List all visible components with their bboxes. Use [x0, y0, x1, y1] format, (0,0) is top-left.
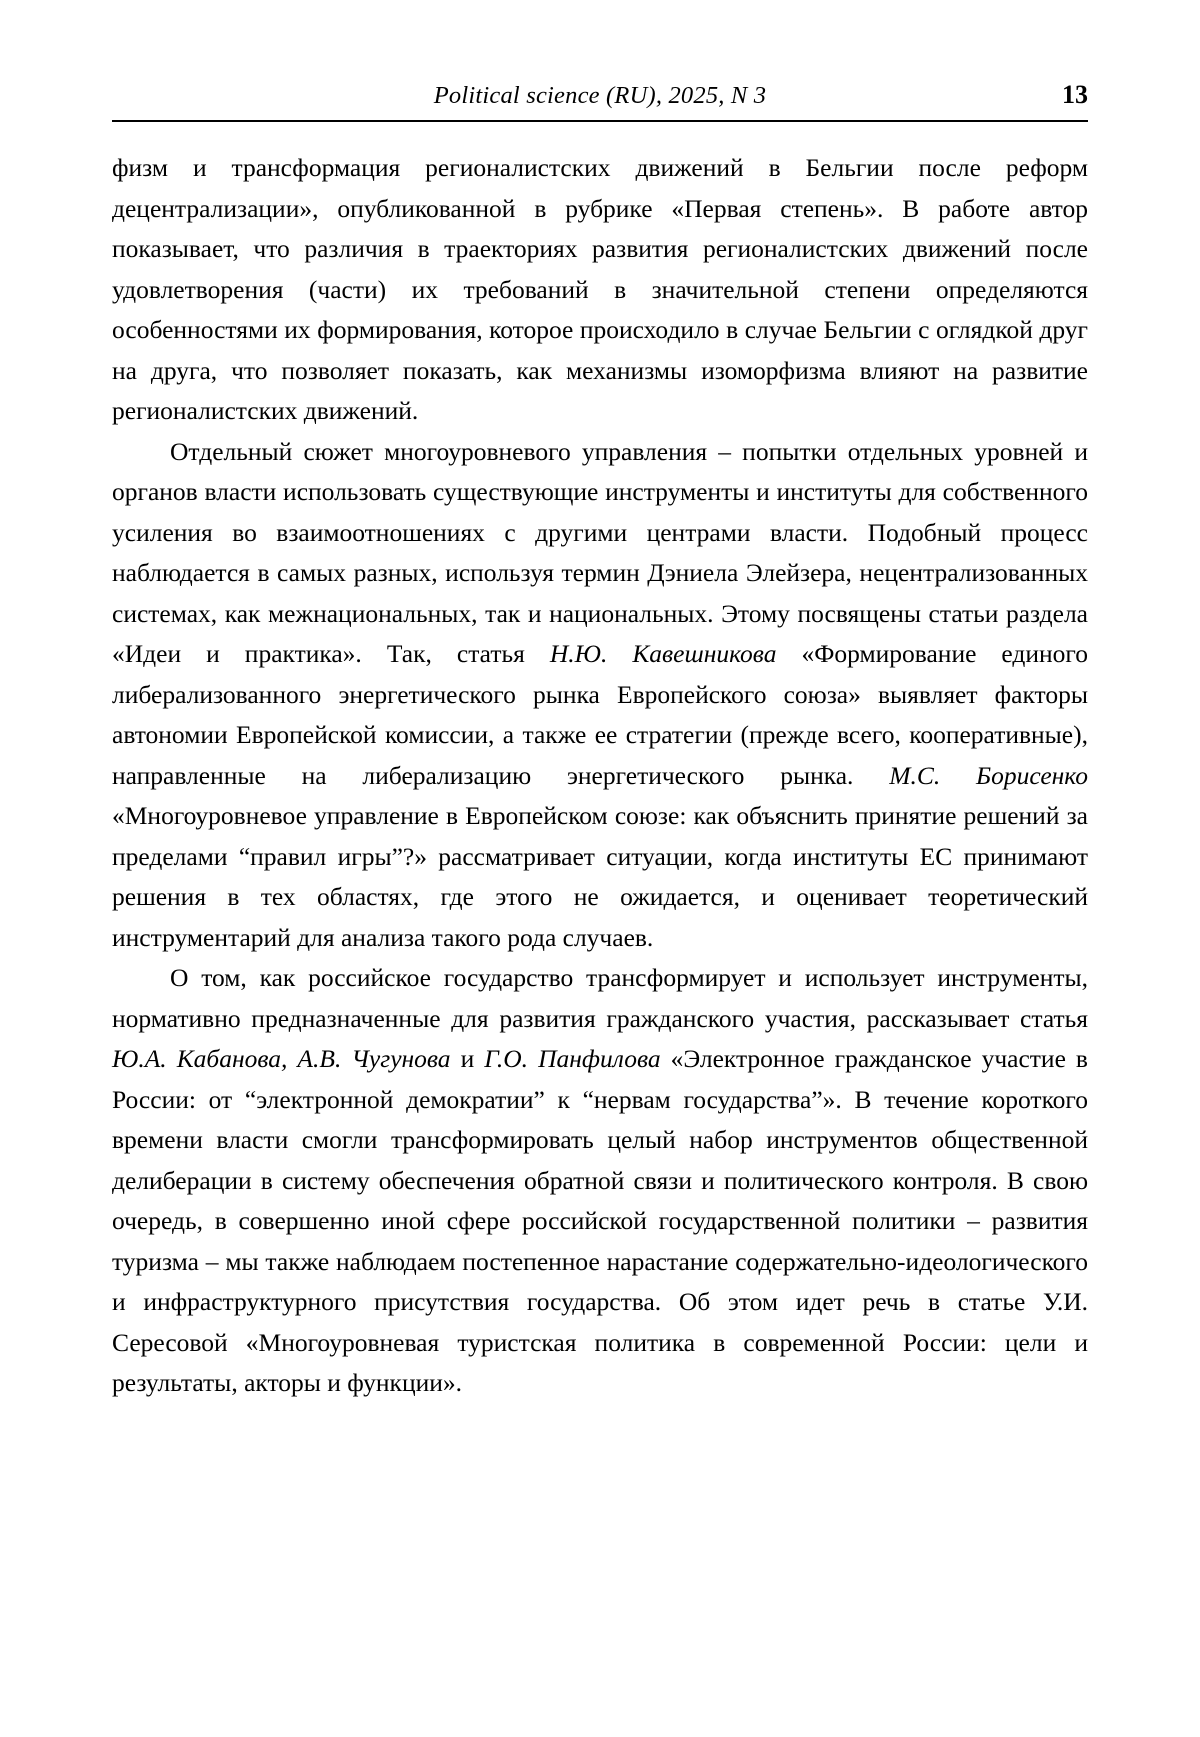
body-text-run: «Многоуровневое управление в Европейском союзе: как объяснить принятие решений за пределами “правил игры”?» рассматривает ситуации, когда институты ЕС принимают решения в тех областях, где этого не ожидается, и оценивает теоретический инструментарий для анализа такого рода случаев. — [112, 760, 1095, 952]
page-number: 13 — [1062, 80, 1088, 109]
paragraph — [112, 148, 1095, 432]
body-text-run: физм и трансформация регионалистских движений в Бельгии после реформ децентрализации» — [112, 153, 1095, 223]
emphasis-text: М.С. Борисенко — [889, 760, 1088, 790]
body-text-run: , опубликованной в рубрике «Первая степень». В работе автор показывает, что различия в траекториях развития регионалистских движений после удовлетворения (части) их требований в значительной степени определяются особенностями их формирования, которое происходило в случае Бельгии с оглядкой друг на друга, что позволяет показать, как механизмы изоморфизма влияют на развитие регионалистских движений. — [112, 193, 1095, 425]
paragraph — [112, 432, 1095, 959]
body-text-run: «Электронное гражданское участие в России: от “электронной демократии” к “нервам государства”». В течение короткого времени власти смогли трансформировать целый набор инструментов общественной делиберации в систему обеспечения обратной связи и политического контроля. В свою очередь, в совершенно иной сфере российской государственной политики – развития туризма – мы также наблюдаем постепенное нарастание содержательно-идеологического и инфраструктурного присутствия государства. Об этом идет речь в статье У.И. Сересовой «Многоуровневая туристская политика в современной России: цели и результаты, акторы и функции». — [112, 1044, 1095, 1397]
page-header — [112, 82, 1088, 122]
body-text-run: и — [450, 1044, 485, 1073]
body-text-run: О том, как российское государство трансформирует и использует инструменты, нормативно предназначенные для развития гражданского участия, рассказывает статья — [112, 963, 1095, 1033]
journal-title: Political science (RU), 2025, N 3 — [433, 82, 767, 109]
emphasis-text: Ю.А. Кабанова, А.В. Чугунова — [112, 1044, 451, 1073]
body-text-run: «Формирование единого либерализованного энергетического рынка Европейского союза» выявляет факторы автономии Европейской комиссии, а также ее стратегии (прежде всего, кооперативные), направленные на либерализацию энергетического рынка. — [112, 639, 1095, 790]
paragraph — [112, 958, 1095, 1404]
emphasis-text: Г.О. Панфилова — [484, 1044, 661, 1073]
body-text-run: Отдельный сюжет многоуровневого управления – попытки отдельных уровней и органов власти использовать существующие инструменты и институты для собственного усиления во взаимоотношениях с другими центрами власти. Подобный процесс наблюдается в самых разных, используя термин Дэниела Элейзера, нецентрализованных системах, как межнациональных, так и национальных. Этому посвящены статьи раздела «Идеи и практика». Так, статья — [112, 436, 1095, 668]
article-body — [112, 148, 1095, 1404]
emphasis-text: Н.Ю. Кавешникова — [549, 639, 777, 668]
